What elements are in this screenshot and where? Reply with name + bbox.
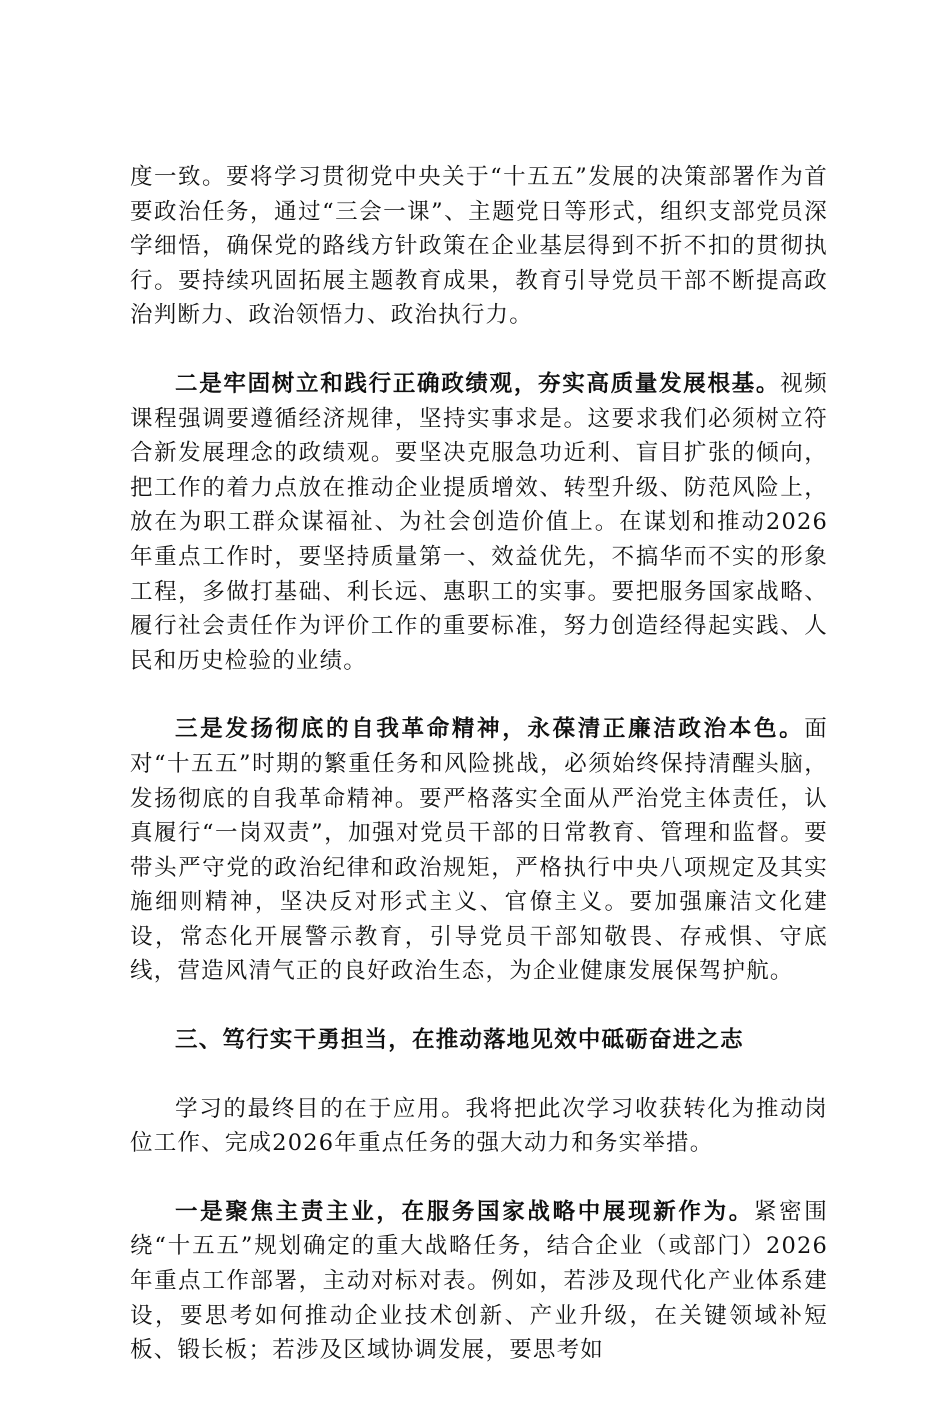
paragraph-text: 面对“十五五”时期的繁重任务和风险挑战，必须始终保持清醒头脑，发扬彻底的自我革命精神。要严格落实全面从严治党主体责任，认真履行“一岗双责”，加强对党员干部的日常教育、管理和监督。要带头严守党的政治纪律和政治规矩，严格执行中央八项规定及其实施细则精神，坚决反对形式主义、官僚主义。要加强廉洁文化建设，常态化开展警示教育，引导党员干部知敬畏、存戒惧、守底线，营造风清气正的良好政治生态，为企业健康发展保驾护航。 (130, 716, 828, 985)
paragraph-text: 视频课程强调要遵循经济规律，坚持实事求是。这要求我们必须树立符合新发展理念的政绩观。要坚决克服急功近利、盲目扩张的倾向，把工作的着力点放在推动企业提质增效、转型升级、防范风险上，放在为职工群众谋福祉、为社会创造价值上。在谋划和推动2026年重点工作时，要坚持质量第一、效益优先，不搞华而不实的形象工程，多做打基础、利长远、惠职工的实事。要把服务国家战略、履行社会责任作为评价工作的重要标准，努力创造经得起实践、人民和历史检验的业绩。 (130, 370, 828, 674)
paragraph-point-one (130, 1195, 828, 1368)
paragraph-text: 紧密围绕“十五五”规划确定的重大战略任务，结合企业（或部门）2026年重点工作部署，主动对标对表。例如，若涉及现代化产业体系建设，要思考如何推动企业技术创新、产业升级，在关键领域补短板、锻长板；若涉及区域协调发展，要思考如 (130, 1198, 828, 1364)
paragraph-lead: 一是聚焦主责主业，在服务国家战略中展现新作为。 (175, 1198, 754, 1225)
paragraph-intro (130, 1092, 828, 1161)
paragraph-text: 学习的最终目的在于应用。我将把此次学习收获转化为推动岗位工作、完成2026年重点任务的强大动力和务实举措。 (130, 1095, 828, 1157)
paragraph-lead: 二是牢固树立和践行正确政绩观，夯实高质量发展根基。 (175, 370, 781, 397)
paragraph-lead: 三是发扬彻底的自我革命精神，永葆清正廉洁政治本色。 (175, 716, 805, 743)
paragraph-continuation (130, 160, 828, 333)
section-heading: 三、笃行实干勇担当，在推动落地见效中砥砺奋进之志 (175, 1027, 744, 1054)
paragraph-text: 度一致。要将学习贯彻党中央关于“十五五”发展的决策部署作为首要政治任务，通过“三会一课”、主题党日等形式，组织支部党员深学细悟，确保党的路线方针政策在企业基层得到不折不扣的贯彻执行。要持续巩固拓展主题教育成果，教育引导党员干部不断提高政治判断力、政治领悟力、政治执行力。 (130, 164, 828, 329)
paragraph-point-two (130, 367, 828, 678)
document-body (130, 160, 828, 1402)
paragraph-point-three (130, 712, 828, 989)
